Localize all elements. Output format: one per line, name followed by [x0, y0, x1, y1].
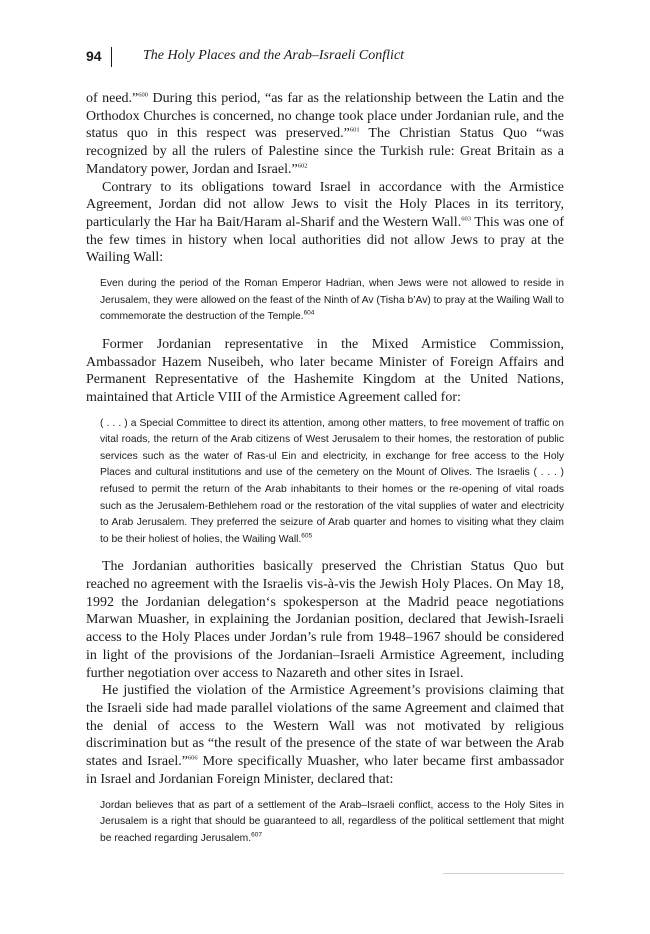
- paragraph-1-text-2: During this period, “as far as the relationship between the Latin and the Orthodox Churches is concerned, no change took place under Jordanian rule, and the status quo in this respect was preserved.”: [86, 91, 564, 142]
- footnote-ref-602[interactable]: 602: [297, 162, 308, 170]
- paragraph-3-text: Former Jordanian representative in the Mixed Armistice Commission, Ambassador Hazem Nuseibeh, who later became Minister of Foreign Affairs and Permanent Representative of the Hashemite Kingdom at the United Nations, maintained that Article VIII of the Armistice Agreement called for:: [86, 336, 564, 405]
- block-quote-3: [100, 798, 564, 848]
- paragraph-5-text-2: More specifically Muasher, who later became first ambassador in Israel and Jordanian Foreign Minister, declared that:: [86, 754, 564, 787]
- footer-rule: [443, 873, 564, 874]
- block-quote-1-text: Even during the period of the Roman Emperor Hadrian, when Jews were not allowed to reside in Jerusalem, they were allowed on the feast of the Ninth of Av (Tisha b’Av) to pray at the Wailing Wall to commemorate the destruction of the Temple.: [100, 278, 564, 323]
- paragraph-5: [86, 682, 564, 788]
- footnote-ref-604[interactable]: 604: [303, 309, 315, 317]
- footnote-ref-600[interactable]: 600: [138, 91, 149, 99]
- paragraph-5-text: He justified the violation of the Armistice Agreement’s provisions claiming that the Israeli side had made parallel violations of the same Agreement and claimed that the denial of access to the Western Wall was not motivated by religious discrimination but as “the result of the presence of the state of war between the Arab states and Israel.”: [86, 683, 564, 770]
- paragraph-1-text-3: The Christian Status Quo “was recognized by all the rulers of Palestine since the Turkish rule: Great Britain as a Mandatory power, Jordan and Israel.”: [86, 126, 564, 177]
- main-text: [86, 90, 564, 857]
- page-number: 94: [86, 48, 102, 64]
- footnote-ref-607[interactable]: 607: [251, 831, 262, 839]
- block-quote-3-text: Jordan believes that as part of a settlement of the Arab–Israeli conflict, access to the Holy Sites in Jerusalem is a right that should be guaranteed to all, regardless of the political settlement that might be reached regarding Jerusalem.: [100, 799, 564, 844]
- paragraph-2-text: Contrary to its obligations toward Israel in accordance with the Armistice Agreement, Jordan did not allow Jews to visit the Holy Places in its territory, particularly the Har ha Bait/Haram al-Sharif and the Western Wall.: [86, 179, 564, 230]
- paragraph-4: [86, 558, 564, 682]
- running-header: [86, 48, 566, 72]
- block-quote-2-text: ( . . . ) a Special Committee to direct its attention, among other matters, to free movement of traffic on vital roads, the return of the Arab citizens of West Jerusalem to their homes, the restoration of public services such as the water of Ras-ul Ein and electricity, in exchange for free access to the Holy Places and cultural institutions and use of the cemetery on the Mount of Olives. The Israelis ( . . . ) refused to permit the return of the Arab inhabitants to their homes or the re-opening of vital roads such as the Jerusalem-Bethlehem road or the restoration of the vital supplies of water and electricity to Arab Jerusalem. They preferred the seizure of Arab quarter and homes to visiting what they claim to be their holiest of holies, the Wailing Wall.: [100, 417, 564, 545]
- paragraph-1-text: of need.”: [86, 91, 139, 106]
- header-divider: [111, 47, 112, 67]
- paragraph-1: [86, 90, 564, 179]
- paragraph-2-text-2: This was one of the few times in history when local authorities did not allow Jews to pray at the Wailing Wall:: [86, 214, 564, 266]
- footnote-ref-601[interactable]: 601: [349, 126, 360, 134]
- paragraph-2: [86, 179, 564, 268]
- footnote-ref-606[interactable]: 606: [187, 754, 198, 762]
- footnote-ref-605[interactable]: 605: [301, 532, 313, 540]
- paragraph-3: [86, 336, 564, 407]
- block-quote-1: [100, 276, 564, 326]
- paragraph-4-text: The Jordanian authorities basically preserved the Christian Status Quo but reached no agreement with the Israelis vis-à-vis the Jewish Holy Places. On May 18, 1992 the Jordanian delegation‘s spokesperson at the Madrid peace negotiations Marwan Muasher, in explaining the Jordanian position, declared that Jewish-Israeli access to the Holy Places under Jordan’s rule from 1948–1967 should be considered in light of the provisions of the Jordanian–Israeli Armistice Agreement, including further negotiation over access to Nazareth and other sites in Israel.: [86, 559, 564, 681]
- running-title: The Holy Places and the Arab–Israeli Conflict: [143, 48, 405, 63]
- footnote-ref-603[interactable]: 603: [461, 215, 471, 223]
- block-quote-2: [100, 416, 564, 549]
